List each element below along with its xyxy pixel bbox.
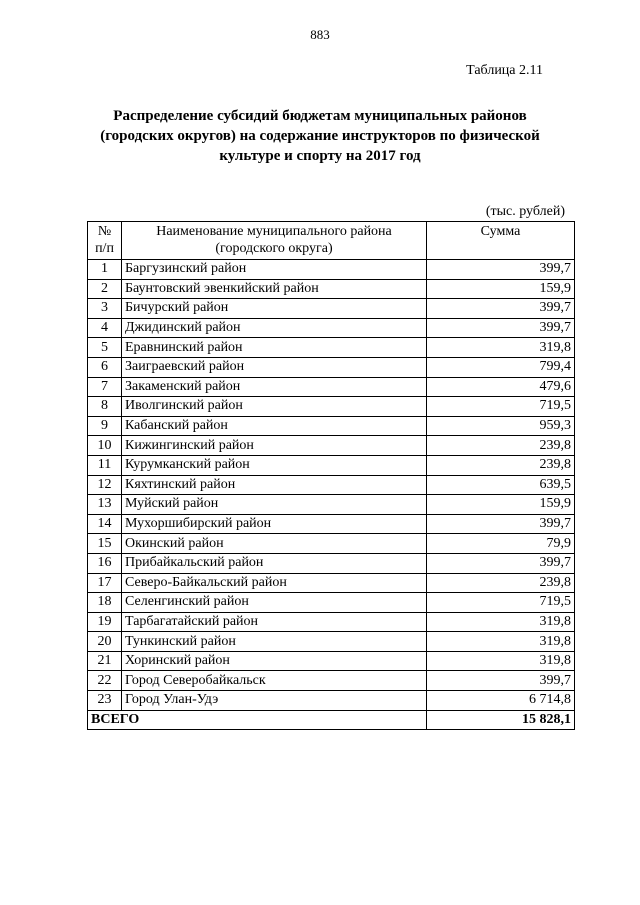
row-sum: 159,9 xyxy=(427,495,575,515)
row-number: 1 xyxy=(88,260,122,280)
row-sum: 399,7 xyxy=(427,299,575,319)
row-district-name: Баунтовский эвенкийский район xyxy=(122,279,427,299)
row-sum: 319,8 xyxy=(427,338,575,358)
header-sum-label: Сумма xyxy=(480,224,521,239)
table-row xyxy=(88,495,575,515)
row-district-name: Иволгинский район xyxy=(122,397,427,417)
row-sum: 479,6 xyxy=(427,377,575,397)
row-number: 20 xyxy=(88,632,122,652)
header-name-line1: Наименование муниципального района xyxy=(156,224,392,239)
row-sum: 239,8 xyxy=(427,573,575,593)
header-num xyxy=(88,222,122,260)
row-number: 15 xyxy=(88,534,122,554)
row-sum: 799,4 xyxy=(427,357,575,377)
header-sum xyxy=(427,222,575,260)
header-num-line1: № xyxy=(97,224,112,239)
row-number: 8 xyxy=(88,397,122,417)
table-row xyxy=(88,475,575,495)
header-num-line2: п/п xyxy=(95,241,114,256)
row-district-name: Северо-Байкальский район xyxy=(122,573,427,593)
row-sum: 719,5 xyxy=(427,397,575,417)
row-number: 10 xyxy=(88,436,122,456)
row-sum: 319,8 xyxy=(427,632,575,652)
row-sum: 319,8 xyxy=(427,612,575,632)
table-row xyxy=(88,632,575,652)
table-row xyxy=(88,573,575,593)
row-number: 2 xyxy=(88,279,122,299)
header-name xyxy=(122,222,427,260)
row-sum: 719,5 xyxy=(427,593,575,613)
table-row xyxy=(88,691,575,711)
row-sum: 399,7 xyxy=(427,318,575,338)
row-district-name: Баргузинский район xyxy=(122,260,427,280)
row-number: 9 xyxy=(88,416,122,436)
page-number: 883 xyxy=(310,27,330,42)
total-row xyxy=(88,710,575,730)
table-row xyxy=(88,671,575,691)
row-district-name: Прибайкальский район xyxy=(122,553,427,573)
table-row xyxy=(88,416,575,436)
row-number: 21 xyxy=(88,651,122,671)
table-row xyxy=(88,514,575,534)
row-district-name: Заиграевский район xyxy=(122,357,427,377)
row-number: 23 xyxy=(88,691,122,711)
row-district-name: Закаменский район xyxy=(122,377,427,397)
row-district-name: Город Улан-Удэ xyxy=(122,691,427,711)
row-number: 17 xyxy=(88,573,122,593)
row-number: 12 xyxy=(88,475,122,495)
table-row xyxy=(88,299,575,319)
table-row xyxy=(88,279,575,299)
title-line: (городских округов) на содержание инструкторов по физической xyxy=(100,128,540,144)
row-sum: 399,7 xyxy=(427,553,575,573)
row-district-name: Джидинский район xyxy=(122,318,427,338)
table-row xyxy=(88,651,575,671)
row-district-name: Кижингинский район xyxy=(122,436,427,456)
row-district-name: Муйский район xyxy=(122,495,427,515)
row-number: 4 xyxy=(88,318,122,338)
subsidy-table xyxy=(87,221,575,730)
row-district-name: Курумканский район xyxy=(122,455,427,475)
row-sum: 79,9 xyxy=(427,534,575,554)
row-sum: 6 714,8 xyxy=(427,691,575,711)
table-row xyxy=(88,612,575,632)
row-number: 14 xyxy=(88,514,122,534)
table-row xyxy=(88,553,575,573)
title-line: культуре и спорту на 2017 год xyxy=(219,148,421,164)
row-sum: 639,5 xyxy=(427,475,575,495)
row-district-name: Селенгинский район xyxy=(122,593,427,613)
row-number: 18 xyxy=(88,593,122,613)
row-sum: 399,7 xyxy=(427,671,575,691)
table-title xyxy=(90,106,550,166)
units-note: (тыс. рублей) xyxy=(485,204,565,219)
header-row xyxy=(88,222,575,260)
row-district-name: Тункинский район xyxy=(122,632,427,652)
row-number: 16 xyxy=(88,553,122,573)
row-sum: 239,8 xyxy=(427,455,575,475)
table-row xyxy=(88,534,575,554)
table-label: Таблица 2.11 xyxy=(466,63,543,78)
row-number: 19 xyxy=(88,612,122,632)
row-sum: 319,8 xyxy=(427,651,575,671)
row-district-name: Окинский район xyxy=(122,534,427,554)
row-district-name: Тарбагатайский район xyxy=(122,612,427,632)
row-district-name: Мухоршибирский район xyxy=(122,514,427,534)
row-number: 5 xyxy=(88,338,122,358)
row-number: 6 xyxy=(88,357,122,377)
row-number: 13 xyxy=(88,495,122,515)
header-name-line2: (городского округа) xyxy=(215,241,333,256)
title-line: Распределение субсидий бюджетам муниципальных районов xyxy=(113,108,527,124)
row-sum: 399,7 xyxy=(427,514,575,534)
total-sum: 15 828,1 xyxy=(427,710,575,730)
table-row xyxy=(88,436,575,456)
row-sum: 239,8 xyxy=(427,436,575,456)
row-district-name: Хоринский район xyxy=(122,651,427,671)
table-row xyxy=(88,357,575,377)
table-row xyxy=(88,260,575,280)
table-row xyxy=(88,318,575,338)
table-row xyxy=(88,397,575,417)
row-number: 22 xyxy=(88,671,122,691)
table-row xyxy=(88,593,575,613)
table-row xyxy=(88,455,575,475)
total-label: ВСЕГО xyxy=(88,710,427,730)
row-sum: 959,3 xyxy=(427,416,575,436)
row-sum: 399,7 xyxy=(427,260,575,280)
row-district-name: Бичурский район xyxy=(122,299,427,319)
row-district-name: Еравнинский район xyxy=(122,338,427,358)
row-number: 3 xyxy=(88,299,122,319)
row-number: 11 xyxy=(88,455,122,475)
row-district-name: Кабанский район xyxy=(122,416,427,436)
row-district-name: Город Северобайкальск xyxy=(122,671,427,691)
table-row xyxy=(88,338,575,358)
row-district-name: Кяхтинский район xyxy=(122,475,427,495)
row-sum: 159,9 xyxy=(427,279,575,299)
table-row xyxy=(88,377,575,397)
table-body xyxy=(88,260,575,711)
row-number: 7 xyxy=(88,377,122,397)
